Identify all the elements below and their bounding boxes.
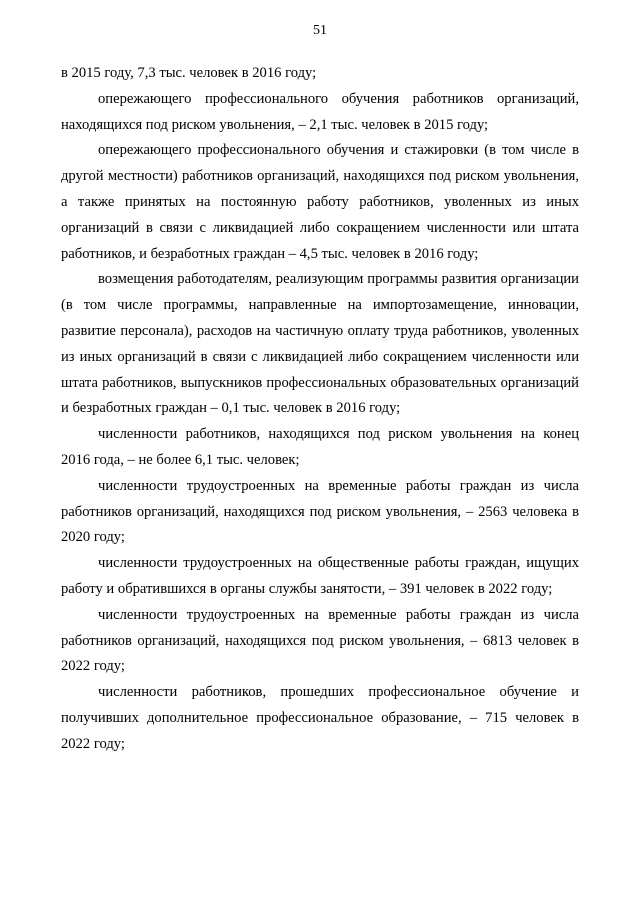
paragraph-public-work-2022: численности трудоустроенных на общественные работы граждан, ищущих работу и обратившихся в органы службы занятости, – 391 человек в 2022 году; (61, 555, 579, 597)
paragraph-continuation: в 2015 году, 7,3 тыс. человек в 2016 году; (61, 65, 317, 81)
paragraph-temporary-work-2022: численности трудоустроенных на временные работы граждан из числа работников организаций, находящихся под риском увольнения, – 6813 человек в 2022 году; (61, 606, 579, 675)
paragraph-advanced-training: опережающего профессионального обучения работников организаций, находящихся под риском увольнения, – 2,1 тыс. человек в 2015 году; (61, 90, 579, 133)
paragraph-professional-training-2022: численности работников, прошедших профессиональное обучение и получивших дополнительное профессиональное образование, – 715 человек в 2022 году; (61, 684, 579, 752)
paragraph-employer-reimbursement: возмещения работодателям, реализующим программы развития организации (в том числе программы, направленные на импортозамещение, инновации, развитие персонала), расходов на частичную оплату труда работников, уволенных из иных организаций в связи с ликвидацией либо сокращением численности или штата работников, выпускников профессиональных образовательных организаций и безработных граждан – 0,1 тыс. человек в 2016 году; (61, 271, 579, 417)
paragraph-temporary-work-2020: численности трудоустроенных на временные работы граждан из числа работников организаций, находящихся под риском увольнения, – 2563 человека в 2020 году; (61, 477, 579, 546)
document-body (61, 61, 579, 758)
page-number: 51 (313, 23, 327, 38)
paragraph-workers-at-risk: численности работников, находящихся под риском увольнения на конец 2016 года, – не более 6,1 тыс. человек; (61, 426, 579, 468)
paragraph-advanced-training-internship: опережающего профессионального обучения и стажировки (в том числе в другой местности) работников организаций, находящихся под риском увольнения, а также принятых на постоянную работу работников, уволенных из иных организаций в связи с ликвидацией либо сокращением численности или штата работников, и безработных граждан – 4,5 тыс. человек в 2016 году; (61, 142, 579, 262)
